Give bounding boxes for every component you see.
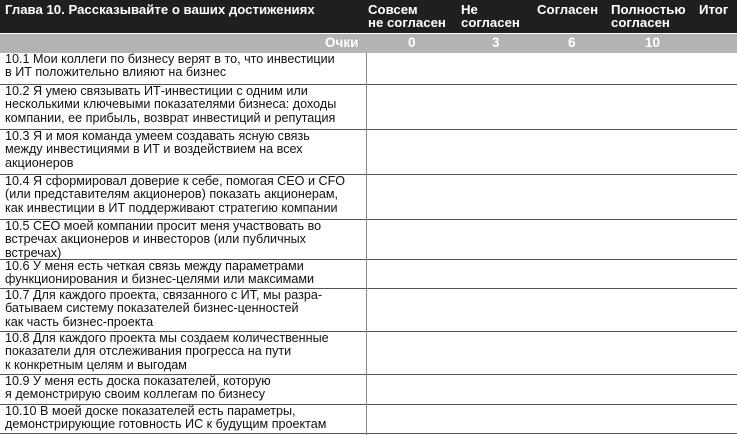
table-row — [0, 260, 737, 289]
scores-label: Очки — [325, 35, 359, 50]
score-strongly-disagree: 0 — [408, 35, 416, 50]
statement-text: 10.3 Я и моя команда умеем создавать ясную связь между инвестициями в ИТ и воздействием на всех акционеров — [5, 129, 310, 170]
statement-text: 10.5 CEO моей компании просит меня участвовать во встречах акционеров и инвесторов (или публичных встречах) — [5, 219, 322, 260]
table-row — [0, 405, 737, 434]
score-agree: 6 — [568, 35, 576, 50]
column-agree: Согласен — [537, 2, 599, 17]
table-row — [0, 175, 737, 220]
statement-text: 10.7 Для каждого проекта, связанного с ИТ, мы разра- батываем систему показателей бизнес-ценностей как часть бизнес-проекта — [5, 288, 323, 329]
table-row — [0, 85, 737, 130]
table-row — [0, 332, 737, 375]
statement-text: 10.8 Для каждого проекта мы создаем количественные показатели для отслеживания прогресса на пути к конкретным целям и выгодам — [5, 331, 329, 372]
table-row — [0, 220, 737, 260]
statement-text: 10.2 Я умею связывать ИТ-инвестиции с одним или несколькими ключевыми показателями бизнеса: доходы компании, ее прибыль, возврат инвестиций и репутация — [5, 84, 337, 125]
score-disagree: 3 — [492, 35, 500, 50]
column-disagree: Не согласен — [461, 2, 520, 30]
column-total: Итог — [699, 2, 729, 17]
score-strongly-agree: 10 — [645, 35, 661, 50]
column-strongly-disagree: Совсем не согласен — [368, 2, 446, 30]
column-strongly-agree: Полностью согласен — [611, 2, 686, 30]
table-row — [0, 130, 737, 175]
statement-text: 10.9 У меня есть доска показателей, которую я демонстрирую своим коллегам по бизнесу — [5, 374, 271, 402]
scores-row — [0, 34, 737, 53]
table-row — [0, 375, 737, 405]
table-header — [0, 0, 737, 33]
statement-text: 10.10 В моей доске показателей есть параметры, демонстрирующие готовность ИС к будущим проектам — [5, 404, 327, 432]
statement-text: 10.4 Я сформировал доверие к себе, помогая CEO и CFO (или представителям акционеров) показать акционерам, как инвестиции в ИТ поддерживают стратегию компании — [5, 174, 346, 215]
statement-text: 10.6 У меня есть четкая связь между параметрами функционирования и бизнес-целями или максимами — [5, 259, 315, 287]
table-row — [0, 289, 737, 332]
chapter-title: Глава 10. Рассказывайте о ваших достижениях — [5, 2, 315, 17]
column-divider — [366, 53, 367, 435]
statement-text: 10.1 Мои коллеги по бизнесу верят в то, что инвестиции в ИТ положительно влияют на бизнес — [5, 52, 335, 80]
table-row — [0, 53, 737, 85]
